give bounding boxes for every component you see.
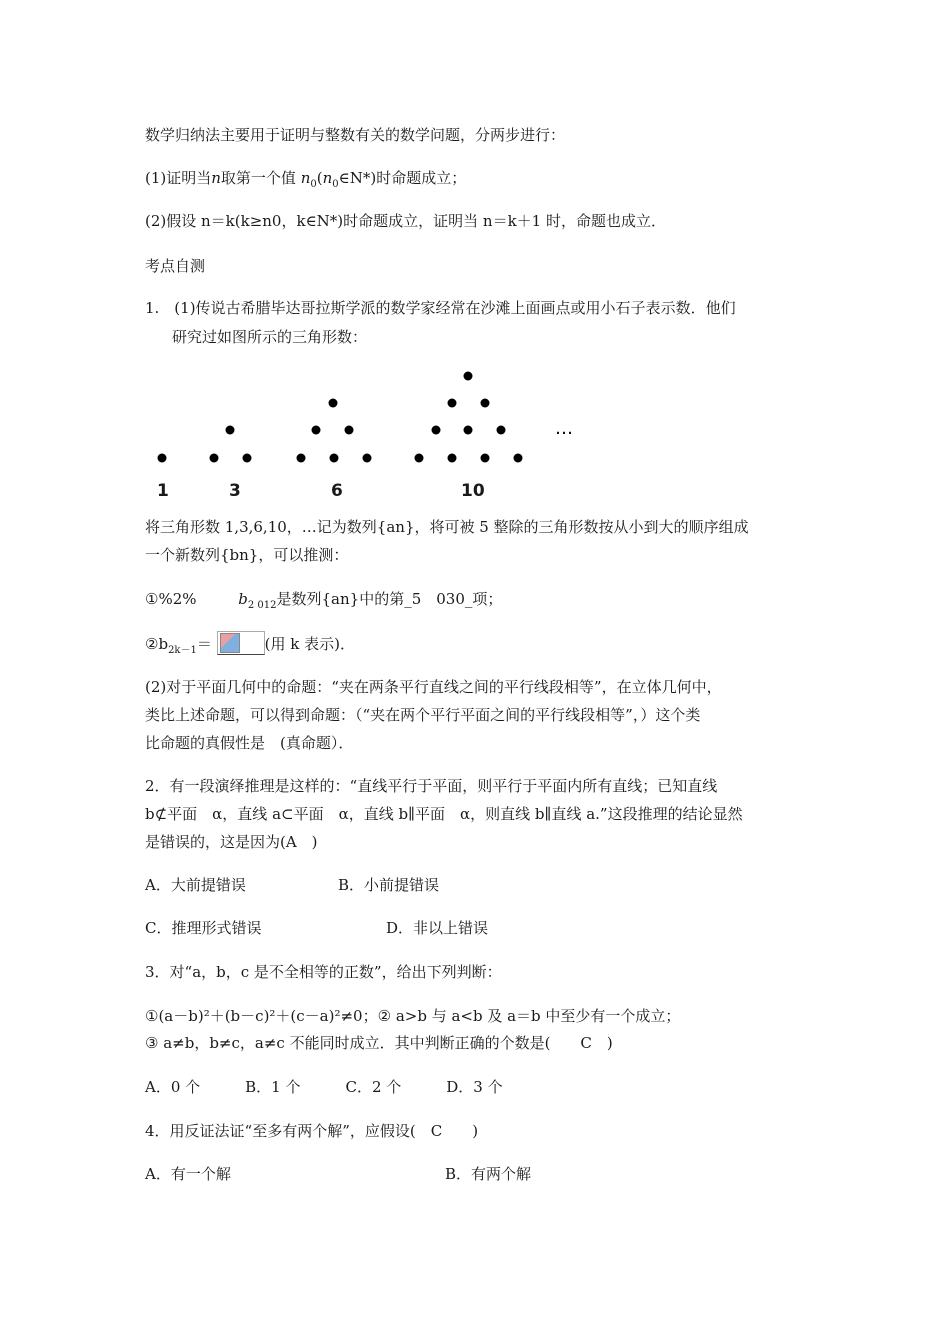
step1-sub-0: 0 [310,179,317,190]
q1-line-2: 研究过如图所示的三角形数： [172,328,368,346]
dot [497,426,506,435]
q3-line-2: ①(a－b)²＋(b－c)²＋(c－a)²≠0；② a>b 与 a<b 及 a＝b 中至少有一个成立； [145,1007,681,1025]
section-title: 考点自测 [145,257,206,275]
q4-line-1: 4．用反证法证“至多有两个解”，应假设( C ) [145,1122,479,1140]
q3-line-3: ③ a≠b，b≠c，a≠c 不能同时成立．其中判断正确的个数是( C ) [145,1034,613,1052]
q2-option-d: D．非以上错误 [386,919,489,937]
dot [514,454,523,463]
q2-line-3: 是错误的，这是因为(A ) [145,833,318,851]
intro-step-2: (2)假设 n＝k(k≥n0，k∈N*)时命题成立，证明当 n＝k＋1 时，命题也成立． [145,212,666,230]
dot [464,426,473,435]
dot [329,399,338,408]
q1-line-3: 将三角形数 1,3,6,10，…记为数列{an}，将可被 5 整除的三角形数按从小到大的顺序组成 [145,518,749,536]
q3-options: A．0 个 B．1 个 C．2 个 D．3 个 [145,1078,503,1096]
dot [415,454,424,463]
dot [226,426,235,435]
step1-text-a: (1)证明当 [145,169,212,187]
dot [345,426,354,435]
step1-text-d: ∈N*)时命题成立； [338,169,467,187]
dot [363,454,372,463]
figure-label-6: 6 [331,481,343,501]
dot [448,399,457,408]
step1-sub-0b: 0 [332,179,339,190]
dot [312,426,321,435]
figure-ellipsis: … [555,418,573,439]
dot [464,372,473,381]
dot [432,426,441,435]
dot [448,454,457,463]
intro-step-1 [145,168,466,195]
item1-sub: 2 012 [247,600,277,611]
q1-line-4: 一个新数列{bn}，可以推测： [145,546,349,564]
item1-var-b: b [238,590,248,608]
step1-text-c: ( [316,169,323,187]
q2-line-2: b⊄平面 α，直线 a⊂平面 α，直线 b∥平面 α，则直线 b∥直线 a.”这段推理的结论显然 [145,805,743,823]
q3-line-1: 3．对“a，b，c 是不全相等的正数”，给出下列判断： [145,963,502,981]
q4-option-b: B．有两个解 [445,1165,532,1183]
dot [243,454,252,463]
dot [330,454,339,463]
dot [297,454,306,463]
q2-option-a: A．大前提错误 [145,876,246,894]
dot [210,454,219,463]
q2-line-1: 2．有一段演绎推理是这样的：“直线平行于平面，则平行于平面内所有直线；已知直线 [145,777,718,795]
item2-text-b: ＝ [196,635,212,653]
figure-label-10: 10 [461,481,485,501]
item2-text-c: (用 k 表示)． [264,635,355,653]
q1-line-1: 1. (1)传说古希腊毕达哥拉斯学派的数学家经常在沙滩上面画点或用小石子表示数．他们 [145,299,736,317]
step1-var-n: n [211,169,221,187]
q1-part2-line-2: 类比上述命题，可以得到命题：（“夹在两个平行平面之间的平行线段相等”，）这个类 [145,706,701,724]
q2-option-b: B．小前提错误 [338,876,440,894]
step1-var-n0: n [300,169,311,187]
step1-text-b: 取第一个值 [220,169,296,187]
item1-text-a: ①%2% [145,590,217,608]
dot [481,399,490,408]
item2-text-a: ②b [145,635,169,653]
dot [481,454,490,463]
q1-item-2 [145,631,355,661]
image-placeholder-icon [217,631,265,655]
triangular-numbers-figure [150,368,590,473]
figure-label-1: 1 [157,481,169,501]
q1-item-1 [145,589,502,616]
dot [158,454,167,463]
step1-var-n0b: n [322,169,333,187]
q2-option-c: C．推理形式错误 [145,919,262,937]
item2-sub: 2k－1 [168,645,197,656]
q1-part2-line-3: 比命题的真假性是 (真命题）． [145,734,354,752]
q4-option-a: A．有一个解 [145,1165,231,1183]
item1-text-c: 是数列{an}中的第_5 030_项； [276,590,503,608]
figure-label-3: 3 [229,481,241,501]
intro-line-1: 数学归纳法主要用于证明与整数有关的数学问题，分两步进行： [145,126,566,144]
q1-part2-line-1: (2)对于平面几何中的命题：“夹在两条平行直线之间的平行线段相等”，在立体几何中， [145,678,722,696]
